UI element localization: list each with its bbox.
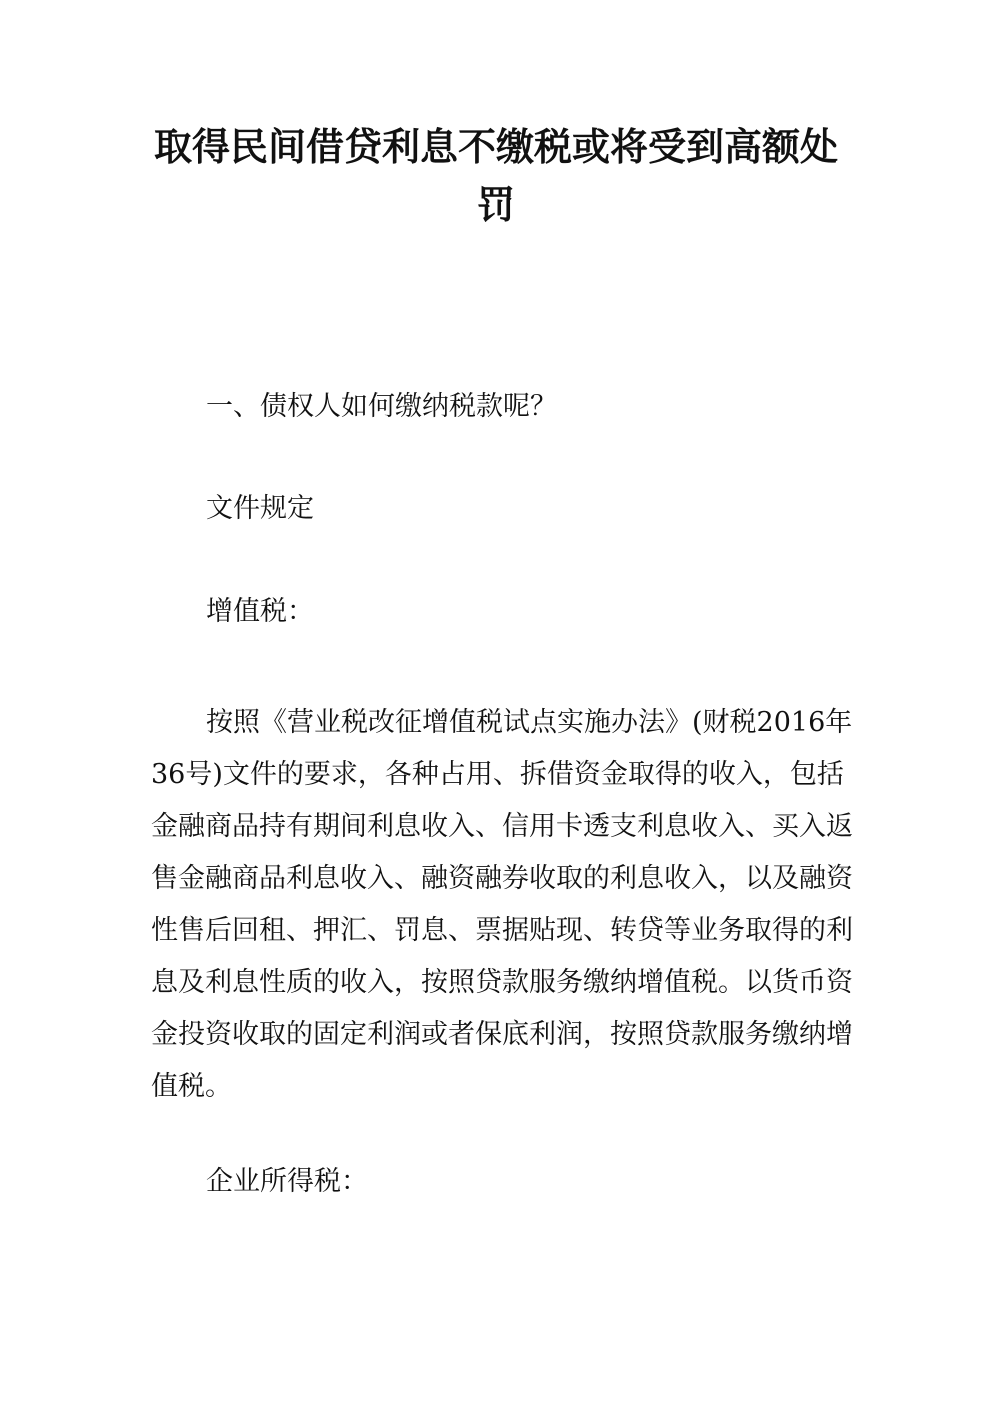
subheading-cit: 企业所得税： — [206, 1166, 368, 1197]
paragraph-line: 息及利息性质的收入，按照贷款服务缴纳增值税。以货币资 — [151, 967, 853, 998]
document-title: 取得民间借贷利息不缴税或将受到高额处罚 — [153, 124, 838, 227]
vat-paragraph — [151, 697, 853, 1113]
subheading-vat: 增值税： — [206, 596, 314, 627]
paragraph-line: 金投资收取的固定利润或者保底利润，按照贷款服务缴纳增 — [151, 1019, 853, 1050]
paragraph-line: 金融商品持有期间利息收入、信用卡透支利息收入、买入返 — [151, 811, 853, 842]
section-heading: 一、债权人如何缴纳税款呢？ — [206, 391, 557, 422]
paragraph-line: 36号)文件的要求，各种占用、拆借资金取得的收入，包括 — [151, 759, 844, 790]
subheading-rules: 文件规定 — [206, 493, 314, 524]
paragraph-line: 按照《营业税改征增值税试点实施办法》(财税2016年 — [206, 707, 853, 738]
paragraph-line: 性售后回租、押汇、罚息、票据贴现、转贷等业务取得的利 — [151, 915, 853, 946]
paragraph-line: 值税。 — [151, 1071, 232, 1102]
paragraph-line: 售金融商品利息收入、融资融券收取的利息收入，以及融资 — [151, 863, 853, 894]
